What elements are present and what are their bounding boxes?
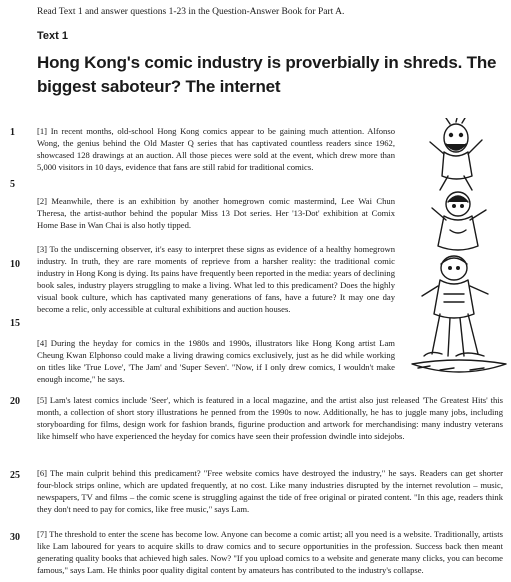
article-headline: Hong Kong's comic industry is proverbially in shreds. The biggest saboteur? The internet — [37, 53, 497, 96]
paragraph-7: [7] The threshold to enter the scene has become low. Anyone can become a comic artist; all you need is a website. Traditionally, artists like Lam laboured for years to acquire skills to draw comics and to secure opportunities in the profession. Success back then meant generating quality books that achieved high sales. Now? "If you upload comics to a website and generate many clicks, you can become famous," says Lam. He thinks poor quality digital content by amateurs has contributed to the industry's collapse. — [37, 529, 503, 576]
line-number-5: 5 — [10, 179, 15, 190]
paragraph-5: [5] Lam's latest comics include 'Seer', which is featured in a local magazine, and the artist also just released 'The Greatest Hits' this month, a collection of short story illustrations he penned from the 1990s to now. Additionally, he has to juggle many jobs, including storyboarding for films, design work for fashion brands, figurine production and artwork for merchandising: many industry veterans like himself who have experienced the heyday for comics have seen their profession dwindle into sidejobs. — [37, 395, 503, 442]
paragraph-2: [2] Meanwhile, there is an exhibition by another homegrown comic mastermind, Lee Wai Chun Theresa, the artist-author behind the popular Miss 13 Dot series. Her '13-Dot' exhibition at Comix Home Base in Wan Chai is also hotly tipped. — [37, 196, 395, 231]
line-number-10: 10 — [10, 259, 20, 270]
line-number-15: 15 — [10, 318, 20, 329]
comic-characters-illustration — [410, 118, 508, 388]
line-number-30: 30 — [10, 532, 20, 543]
line-number-25: 25 — [10, 470, 20, 481]
paragraph-6: [6] The main culprit behind this predicament? "Free website comics have destroyed the industry," he says. Readers can get shorter four-block strips online, which are updated frequently, at no cost. Like many industries disrupted by the internet revolution – music, newspapers, TV and films – the comic scene is struggling against the tide of free original or pirated content. "In this age, readers think they don't need to pay for comics, like free music," says Lam. — [37, 468, 503, 515]
paragraph-4: [4] During the heyday for comics in the 1980s and 1990s, illustrators like Hong Kong artist Lam Cheung Kwan Elphonso could make a living drawing comics exclusively, just as he did while working on titles like 'True Love', 'The Jam' and 'Super Seven'. "Now, if I only drew comics, I wouldn't make enough income," he says. — [37, 338, 395, 385]
line-number-1: 1 — [10, 127, 15, 138]
line-number-20: 20 — [10, 396, 20, 407]
paragraph-1: [1] In recent months, old-school Hong Kong comics appear to be gaining much attention. Alfonso Wong, the genius behind the Old Master Q series that has captivated countless readers since 1962, showcased 128 drawings at an auction. All those pieces were sold at the event, which drew more than 5,000 visitors in 10 days, evidence that fans are still rabid for traditional comics. — [37, 126, 395, 173]
instruction-text: Read Text 1 and answer questions 1-23 in the Question-Answer Book for Part A. — [37, 7, 345, 17]
text-label: Text 1 — [37, 30, 68, 42]
paragraph-3: [3] To the undiscerning observer, it's easy to interpret these signs as evidence of a healthy homegrown industry. In truth, they are rare moments of reprieve from a harsher reality: the traditional comic industry in Hong Kong is dying. Its pains have frequently been reported in the media: years of declining book sales, industry players struggling to make a living. What led to this predicament? Does the highly visual book culture, which has captivated many generations of fans, have a future? It may one day become a relic, only accessible at cultural exhibitions and auction houses. — [37, 244, 395, 315]
